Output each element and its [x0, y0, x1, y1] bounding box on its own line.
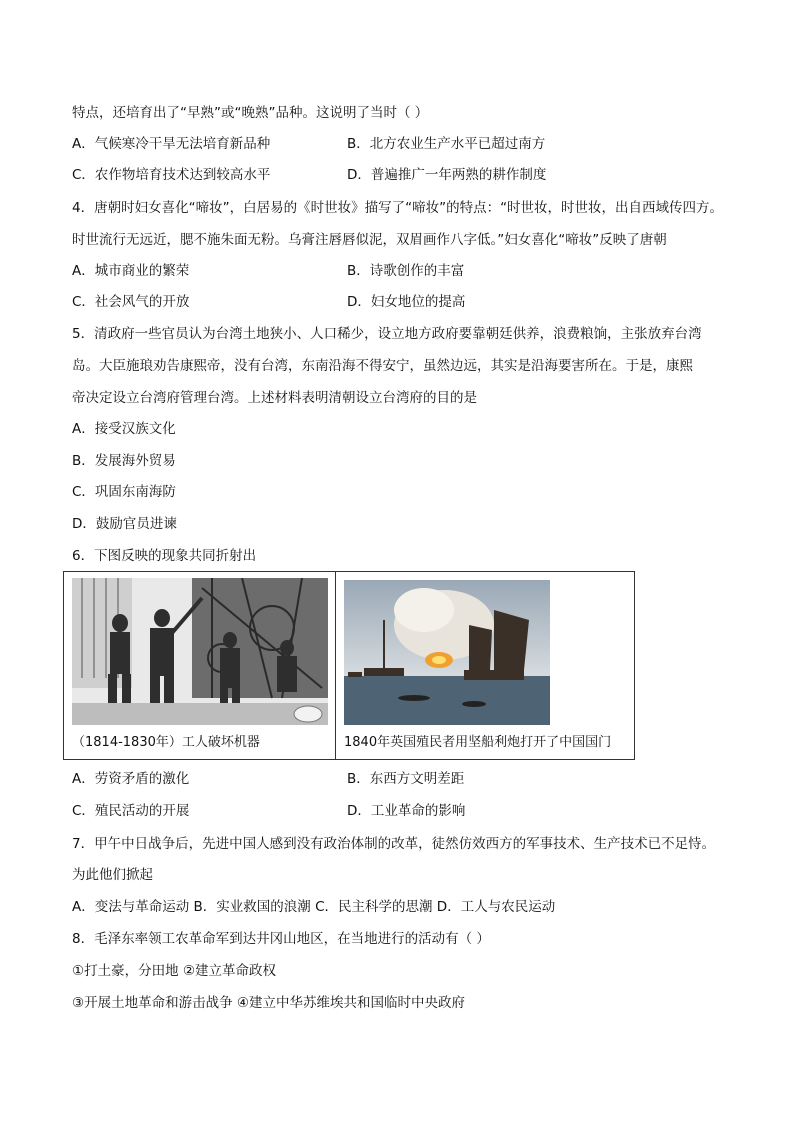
- q4-option-b: B．诗歌创作的丰富: [347, 263, 465, 279]
- q6-stem: 6．下图反映的现象共同折射出: [72, 548, 257, 564]
- q7-stem-line1: 7．甲午中日战争后，先进中国人感到没有政治体制的改革，徒然仿效西方的军事技术、生产技术已不足恃。: [72, 836, 716, 852]
- opium-war-battle-image: [344, 580, 550, 725]
- q5-option-c: C．巩固东南海防: [72, 484, 176, 500]
- q7-stem-line2: 为此他们掀起: [72, 867, 153, 883]
- figure-divider: [335, 572, 336, 759]
- q6-option-c: C．殖民活动的开展: [72, 803, 190, 819]
- q6-figure-table: [63, 571, 635, 760]
- q3-stem: 特点，还培育出了“早熟”或“晚熟”品种。这说明了当时（ ）: [72, 105, 429, 121]
- q5-option-a: A．接受汉族文化: [72, 421, 176, 437]
- q3-option-a: A．气候寒冷干旱无法培育新品种: [72, 136, 271, 152]
- q4-option-c: C．社会风气的开放: [72, 294, 190, 310]
- q4-option-a: A．城市商业的繁荣: [72, 263, 190, 279]
- q8-items-line1: ①打土豪，分田地 ②建立革命政权: [72, 963, 276, 979]
- q6-option-d: D．工业革命的影响: [347, 803, 466, 819]
- q6-option-b: B．东西方文明差距: [347, 771, 465, 787]
- left-image-caption: （1814-1830年）工人破坏机器: [72, 735, 260, 750]
- q4-option-d: D．妇女地位的提高: [347, 294, 466, 310]
- q3-option-b: B．北方农业生产水平已超过南方: [347, 136, 546, 152]
- q5-option-d: D．鼓励官员进谏: [72, 516, 177, 532]
- q8-items-line2: ③开展土地革命和游击战争 ④建立中华苏维埃共和国临时中央政府: [72, 995, 465, 1011]
- right-image-caption: 1840年英国殖民者用坚船利炮打开了中国国门: [344, 735, 612, 750]
- q3-option-d: D．普遍推广一年两熟的耕作制度: [347, 167, 547, 183]
- workers-breaking-machines-image: [72, 578, 328, 725]
- q6-option-a: A．劳资矛盾的激化: [72, 771, 190, 787]
- q5-stem-line2: 岛。大臣施琅劝告康熙帝，没有台湾，东南沿海不得安宁，虽然边远，其实是沿海要害所在。于是，康熙: [72, 358, 693, 374]
- q8-stem: 8．毛泽东率领工农革命军到达井冈山地区，在当地进行的活动有（ ）: [72, 931, 490, 947]
- q7-options: A．变法与革命运动 B．实业救国的浪潮 C．民主科学的思潮 D．工人与农民运动: [72, 899, 556, 915]
- q3-option-c: C．农作物培育技术达到较高水平: [72, 167, 271, 183]
- q4-stem-line1: 4．唐朝时妇女喜化“啼妆”，白居易的《时世妆》描写了“啼妆”的特点：“时世妆，时世妆，出自西域传四方。: [72, 200, 724, 216]
- q5-option-b: B．发展海外贸易: [72, 453, 176, 469]
- q5-stem-line1: 5．清政府一些官员认为台湾土地狭小、人口稀少，设立地方政府要靠朝廷供养，浪费粮饷，主张放弃台湾: [72, 326, 702, 342]
- q5-stem-line3: 帝决定设立台湾府管理台湾。上述材料表明清朝设立台湾府的目的是: [72, 390, 477, 406]
- q4-stem-line2: 时世流行无远近，腮不施朱面无粉。乌膏注唇唇似泥，双眉画作八字低。”妇女喜化“啼妆”反映了唐朝: [72, 232, 667, 248]
